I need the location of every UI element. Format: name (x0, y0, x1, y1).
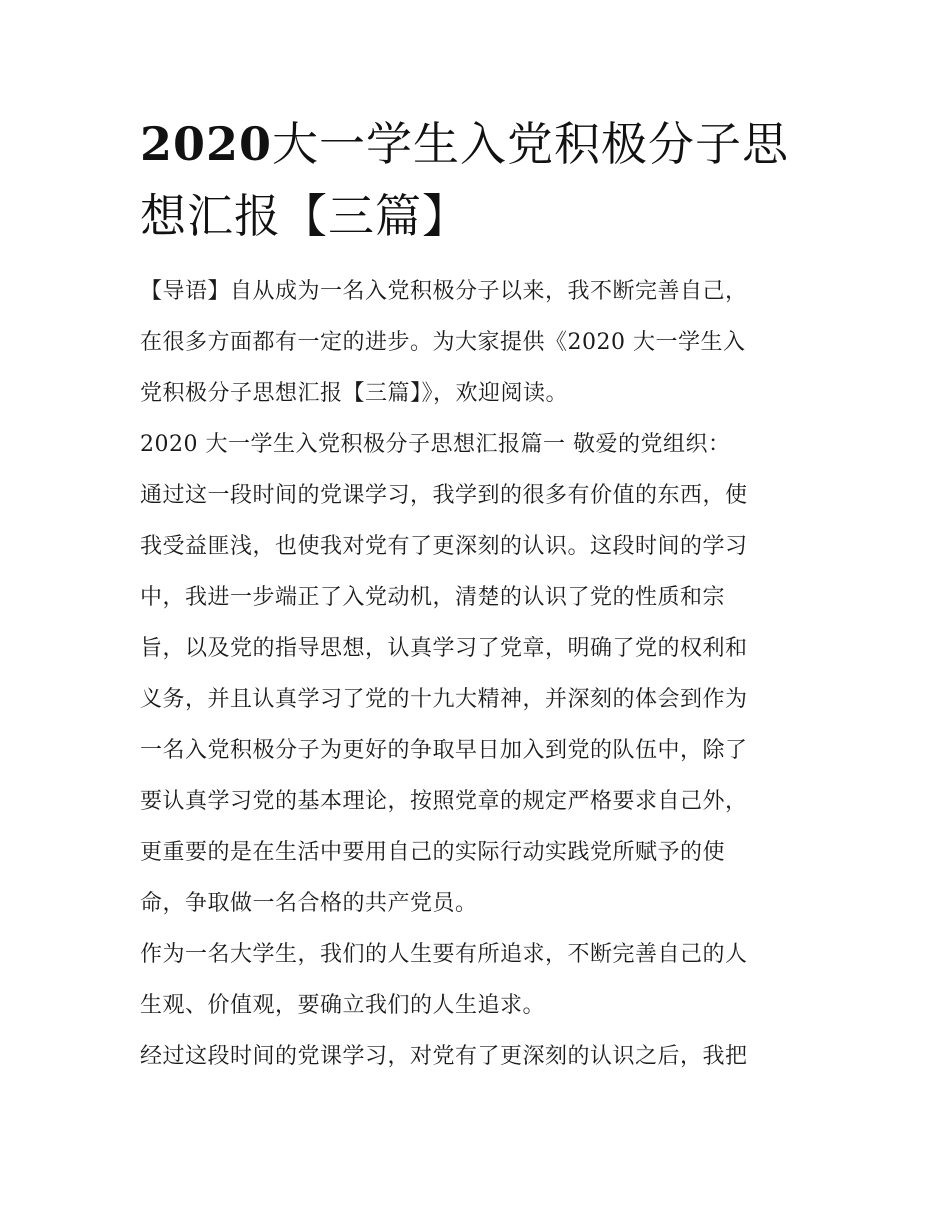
paragraph-line: 通过这一段时间的党课学习，我学到的很多有价值的东西，使 (140, 483, 748, 508)
paragraph-line: 义务，并且认真学习了党的十九大精神，并深刻的体会到作为 (140, 687, 748, 712)
paragraph-body-1 (140, 470, 820, 929)
document-title (140, 108, 820, 252)
paragraph-line: 生观、价值观，要确立我们的人生追求。 (140, 993, 546, 1018)
title-line-1 (140, 117, 789, 171)
paragraph-line: 一名入党积极分子为更好的争取早日加入到党的队伍中，除了 (140, 738, 748, 763)
paragraph-line: 要认真学习党的基本理论，按照党章的规定严格要求自己外， (140, 789, 748, 814)
paragraph-body-3 (140, 1031, 820, 1082)
paragraph-line: 更重要的是在生活中要用自己的实际行动实践党所赋予的使 (140, 840, 726, 865)
paragraph-line: 【导语】自从成为一名入党积极分子以来，我不断完善自己， (140, 279, 748, 304)
paragraph-line: 2020 大一学生入党积极分子思想汇报篇一 敬爱的党组织： (140, 432, 731, 457)
paragraph-intro (140, 266, 820, 419)
document-body (140, 108, 820, 1082)
paragraph-line: 我受益匪浅，也使我对党有了更深刻的认识。这段时间的学习 (140, 534, 748, 559)
paragraph-line: 命，争取做一名合格的共产党员。 (140, 891, 478, 916)
paragraph-body-2 (140, 929, 820, 1031)
paragraph-line: 作为一名大学生，我们的人生要有所追求，不断完善自己的人 (140, 942, 748, 967)
paragraph-line: 党积极分子思想汇报【三篇】》，欢迎阅读。 (140, 381, 569, 406)
title-line-1-text: 大一学生入党积极分子思 (272, 117, 790, 171)
title-line-2: 想汇报【三篇】 (140, 189, 469, 243)
paragraph-line: 中，我进一步端正了入党动机，清楚的认识了党的性质和宗 (140, 585, 726, 610)
paragraph-line: 旨，以及党的指导思想，认真学习了党章，明确了党的权利和 (140, 636, 748, 661)
title-year: 2020 (140, 117, 273, 171)
paragraph-section-heading (140, 419, 820, 470)
paragraph-line: 经过这段时间的党课学习，对党有了更深刻的认识之后，我把 (140, 1044, 748, 1069)
paragraph-line: 在很多方面都有一定的进步。为大家提供《2020 大一学生入 (140, 330, 746, 355)
